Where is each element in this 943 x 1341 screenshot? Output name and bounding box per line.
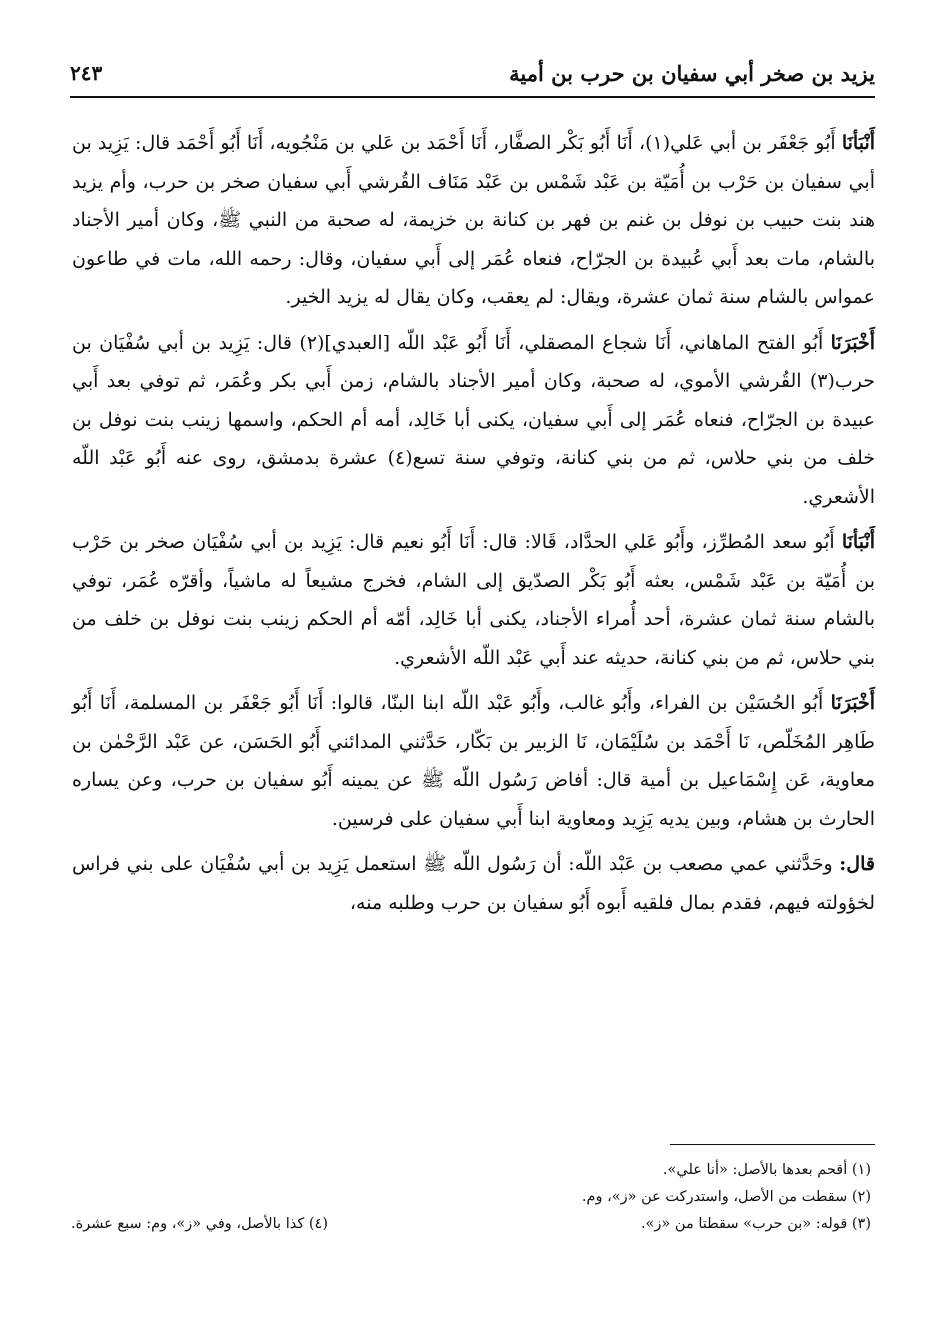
footnote-divider — [670, 1144, 875, 1145]
paragraph-text: أَبُو الحُسَيْن بن الفراء، وأَبُو غالب، وأَبُو عَبْد اللّه ابنا البنّا، قالوا: أَنَا أَبُو جَعْفَر بن المسلمة، أَنَا أَبُو طَاهِر المُخَلّص، نَا أَحْمَد بن سُلَيْمَان، نَا الزبير بن بَكّار، حَدَّثني المدائني أَبُو الحَسَن، عن عَبْد الرَّحْمٰن بن معاوية، عَن إِسْمَاعيل بن أمية قال: أفاض رَسُول اللّه ﷺ عن يمينه أَبُو سفيان بن حرب، وعن يساره الحارث بن هشام، وبين يديه يَزِيد ومعاوية ابنا أَبي سفيان على فرسين. — [72, 692, 875, 830]
paragraph — [72, 124, 875, 317]
page-header — [70, 50, 875, 98]
paragraph-text: أَبُو الفتح الماهاني، أَنَا شجاع المصقلي، أَنَا أَبُو عَبْد اللّه [العبدي](٢) قال: يَزِيد بن أبي سُفْيَان بن حرب(٣) القُرشي الأموي، له صحبة، وكان أمير الأجناد بالشام، زمن أَبي بكر وعُمَر، ثم توفي بعد أَبي عبيدة بن الجرّاح، فنعاه عُمَر إلى أَبي سفيان، يكنى أبا خَالِد، أمه أم الحكم، واسمها زينب بنت نوفل بن خلف من بني حلاس، ثم من بني كنانة، وتوفي سنة تسع(٤) عشرة بدمشق، روى عنه أَبُو عَبْد اللّه الأشعري. — [72, 331, 875, 508]
paragraph-text: أَبُو جَعْفَر بن أبي عَلي(١)، أَنَا أَبُو بَكْر الصفَّار، أَنَا أَحْمَد بن عَلي بن مَنْجُويه، أَنَا أَبُو أَحْمَد قال: يَزِيد بن أبي سفيان بن حَرْب بن أُمَيّة بن عَبْد شَمْس بن عَبْد مَنَاف القُرشي أَبي سفيان صخر بن حرب، وأم يزيد هند بنت حبيب بن نوفل بن غنم بن فهر بن كنانة بن خزيمة، له صحبة من النبي ﷺ، وكان أمير الأجناد بالشام، مات بعد أَبي عُبيدة بن الجرّاح، فنعاه عُمَر إلى أَبي سفيان، وقال: رحمه الله، مات في طاعون عمواس بالشام سنة ثمان عشرة، ويقال: لم يعقب، وكان يقال له يزيد الخير. — [72, 132, 875, 308]
footnote-3: (٣) قوله: «بن حرب» سقطتا من «ز». — [640, 1216, 871, 1232]
paragraph-text: أَبُو سعد المُطرِّز، وأَبُو عَلي الحدَّاد، قَالا: قال: أَنَا أَبُو نعيم قال: يَزِيد بن أبي سُفْيَان صخر بن حَرْب بن أُمَيّة بن عَبْد شَمْس، بعثه أَبُو بَكْر الصدّيق إلى الشام، فخرج مشيعاً له ماشياً، وأقرّه عُمَر، توفي بالشام سنة ثمان عشرة، أحد أُمراء الأجناد، يكنى أبا خَالِد، أمّه أم الحكم زينب بنت نوفل بن خلف من بني حلاس، ثم من بني كنانة، حديثه عند أَبي عَبْد اللّه الأشعري. — [72, 531, 875, 669]
paragraph-lead: أَخْبَرَنَا — [830, 692, 875, 714]
main-text — [72, 124, 875, 929]
running-title: يزيد بن صخر أبي سفيان بن حرب بن أمية — [509, 60, 875, 86]
paragraph — [72, 523, 875, 677]
paragraph — [72, 684, 875, 838]
paragraph — [72, 324, 875, 517]
paragraph-lead: قال: — [839, 853, 875, 875]
footnotes — [72, 1157, 871, 1238]
paragraph-lead: أَنْبَأنَا — [841, 132, 876, 154]
paragraph-lead: أَنْبَأنَا — [841, 531, 876, 553]
footnote-1: (١) أقحم بعدها بالأصل: «أنا علي». — [662, 1162, 871, 1178]
paragraph-lead: أَخْبَرَنَا — [830, 331, 875, 354]
paragraph — [72, 845, 875, 922]
page-number: ٢٤٣ — [70, 61, 103, 85]
footnote-row — [71, 1211, 871, 1238]
footnote-4: (٤) كذا بالأصل، وفي «ز»، وم: سبع عشرة. — [71, 1216, 328, 1232]
footnote-2: (٢) سقطت من الأصل، واستدركت عن «ز»، وم. — [581, 1189, 871, 1205]
paragraph-text: وحَدَّثني عمي مصعب بن عَبْد اللّه: أن رَسُول اللّه ﷺ استعمل يَزِيد بن أبي سُفْيَان على بني فراس لخؤولته فيهم، فقدم بمال فلقيه أَبوه أَبُو سفيان بن حرب وطلبه منه، — [72, 853, 875, 914]
